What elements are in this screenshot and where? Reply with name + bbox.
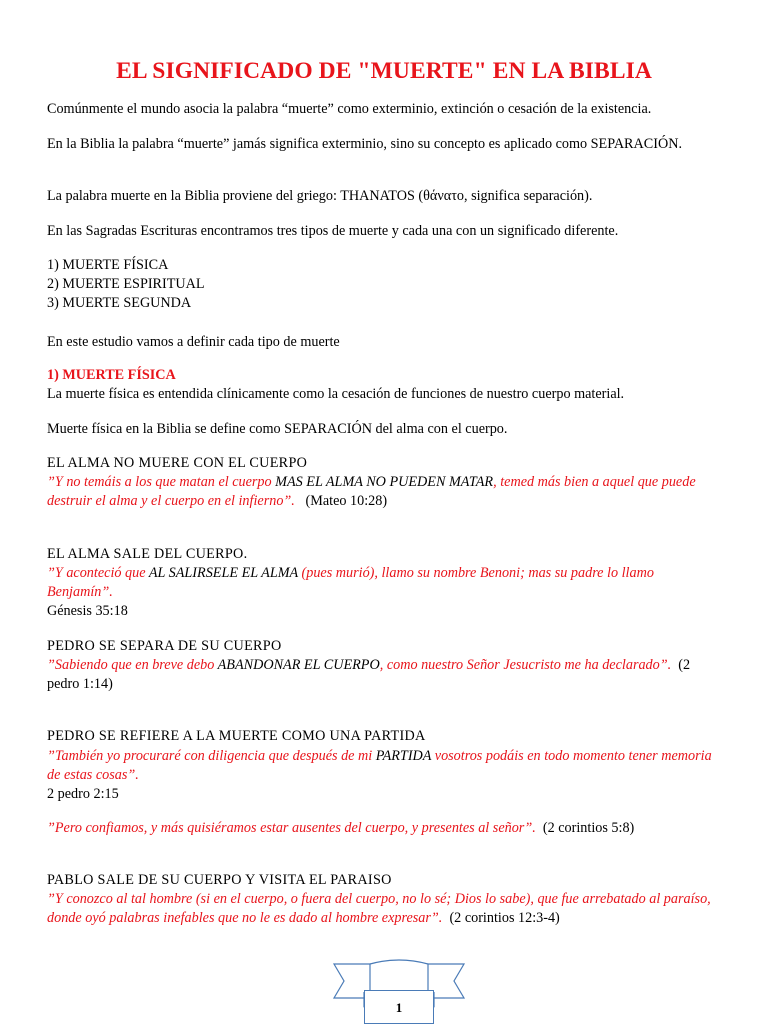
- quote-text: , como nuestro Señor Jesucristo me ha declarado”.: [379, 657, 672, 673]
- study-intro: En este estudio vamos a definir cada tipo de muerte: [47, 334, 340, 350]
- section-heading-physical-death: 1) MUERTE FÍSICA: [47, 367, 176, 383]
- scripture-quote-5: [47, 819, 721, 838]
- block-heading-peter-separates: PEDRO SE SEPARA DE SU CUERPO: [47, 638, 282, 654]
- quote-text: ”Y no temáis a los que matan el cuerpo: [47, 474, 276, 490]
- quote-text: vosotros podáis en todo momento tener memoria de estas cosas”.: [47, 748, 712, 783]
- scripture-quote-3: [47, 656, 721, 694]
- quote-text: ”También yo procuraré con diligencia que después de mi: [47, 748, 376, 764]
- block-heading-death-as-departure: PEDRO SE REFIERE A LA MUERTE COMO UNA PARTIDA: [47, 728, 426, 744]
- scripture-quote-2: [47, 564, 721, 602]
- quote-text: (pues murió), llamo su nombre Benoni; mas su padre lo llamo Benjamín”.: [47, 565, 654, 600]
- quote-text: ”Y conozco al tal hombre (si en el cuerpo, o fuera del cuerpo, no lo sé; Dios lo sabe), que fue arrebatado al paraíso, donde oyó palabras inefables que no le es dado al hombre expresar”.: [47, 891, 711, 926]
- quote-text: , temed más bien a aquel que puede destruir el alma y el cuerpo en el infierno”.: [47, 474, 696, 509]
- quote-emphasis: ABANDONAR EL CUERPO: [217, 657, 380, 673]
- death-type-1: 1) MUERTE FÍSICA: [47, 257, 169, 273]
- scripture-reference: (Mateo 10:28): [305, 493, 388, 509]
- intro-paragraph-4: En las Sagradas Escrituras encontramos tres tipos de muerte y cada una con un significado diferente.: [47, 223, 619, 239]
- quote-text: ”Pero confiamos, y más quisiéramos estar ausentes del cuerpo, y presentes al señor”.: [47, 820, 536, 836]
- intro-paragraph-3: La palabra muerte en la Biblia proviene del griego: THANATOS (θάνατο, significa separación).: [47, 188, 593, 204]
- scripture-reference: (2 corintios 5:8): [542, 820, 635, 836]
- block-heading-soul-leaves-body: EL ALMA SALE DEL CUERPO.: [47, 546, 248, 562]
- scripture-quote-4: [47, 747, 721, 785]
- scripture-reference: (2 pedro 1:14): [47, 657, 691, 692]
- section1-paragraph-2: Muerte física en la Biblia se define como SEPARACIÓN del alma con el cuerpo.: [47, 421, 508, 437]
- death-type-2: 2) MUERTE ESPIRITUAL: [47, 276, 205, 292]
- quote-emphasis: PARTIDA: [375, 748, 432, 764]
- quote-text: ”Sabiendo que en breve debo: [47, 657, 218, 673]
- quote-text: ”Y aconteció que: [47, 565, 149, 581]
- scripture-reference: 2 pedro 2:15: [47, 786, 119, 802]
- block-heading-paul-visits-paradise: PABLO SALE DE SU CUERPO Y VISITA EL PARAISO: [47, 872, 392, 888]
- death-type-3: 3) MUERTE SEGUNDA: [47, 295, 192, 311]
- document-title: EL SIGNIFICADO DE "MUERTE" EN LA BIBLIA: [116, 58, 652, 84]
- section1-paragraph-1: La muerte física es entendida clínicamente como la cesación de funciones de nuestro cuerpo material.: [47, 386, 625, 402]
- intro-paragraph-1: Comúnmente el mundo asocia la palabra “muerte” como exterminio, extinción o cesación de la existencia.: [47, 101, 652, 117]
- block-heading-soul-does-not-die: EL ALMA NO MUERE CON EL CUERPO: [47, 455, 308, 471]
- scripture-reference: (2 corintios 12:3-4): [449, 910, 560, 926]
- page-number: 1: [364, 990, 434, 1024]
- quote-emphasis: MAS EL ALMA NO PUEDEN MATAR: [275, 474, 494, 490]
- quote-emphasis: AL SALIRSELE EL ALMA: [148, 565, 298, 581]
- intro-paragraph-2: En la Biblia la palabra “muerte” jamás significa exterminio, sino su concepto es aplicado como SEPARACIÓN.: [47, 136, 682, 152]
- scripture-quote-1: [47, 473, 721, 511]
- scripture-reference: Génesis 35:18: [47, 603, 128, 619]
- scripture-quote-6: [47, 890, 721, 928]
